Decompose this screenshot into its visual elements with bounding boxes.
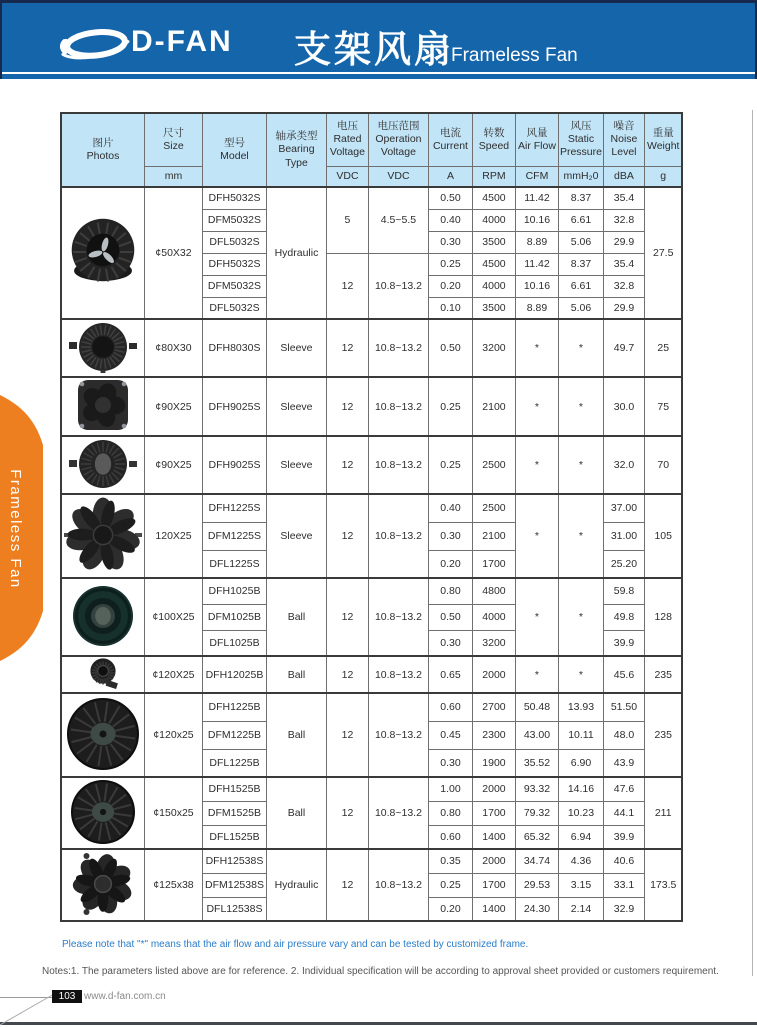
cell-rated-voltage: 12	[326, 319, 368, 377]
cell-current: 0.50	[428, 187, 472, 209]
cell-size: ¢50X32	[145, 187, 203, 319]
cell-airflow: 24.30	[515, 897, 558, 921]
cell-current: 0.20	[428, 550, 472, 578]
cell-airflow: *	[515, 319, 558, 377]
column-unit-10: dBA	[603, 166, 644, 187]
cell-current: 0.50	[428, 604, 472, 630]
column-header-en: Noise Level	[610, 133, 638, 159]
cell-airflow: *	[515, 578, 558, 656]
cell-airflow: 35.52	[515, 749, 558, 777]
cell-noise: 59.8	[603, 578, 644, 604]
cell-operation-voltage: 4.5~5.5	[368, 187, 428, 253]
cell-operation-voltage: 10.8~13.2	[368, 436, 428, 494]
cell-rated-voltage: 12	[326, 849, 368, 921]
cell-photo	[61, 777, 145, 849]
cell-size: ¢90X25	[145, 436, 203, 494]
cell-photo	[61, 377, 145, 436]
cell-current: 0.10	[428, 297, 472, 319]
cell-current: 0.45	[428, 721, 472, 749]
cell-speed: 1900	[472, 749, 515, 777]
d-fan-swoosh-logo	[56, 23, 134, 70]
cell-speed: 3500	[472, 231, 515, 253]
fan-photo-centrifugal-impeller	[67, 291, 139, 303]
cell-speed: 2000	[472, 849, 515, 873]
cell-noise: 39.9	[603, 825, 644, 849]
cell-speed: 2000	[472, 777, 515, 801]
cell-static-pressure: 2.14	[558, 897, 603, 921]
column-header-zh: 电压范围	[377, 120, 420, 133]
cell-model: DFH1225B	[203, 693, 267, 721]
cell-current: 0.30	[428, 231, 472, 253]
column-header-zh: 电流	[439, 126, 461, 139]
cell-current: 0.20	[428, 275, 472, 297]
cell-static-pressure: 5.06	[558, 231, 603, 253]
cell-current: 0.50	[428, 319, 472, 377]
side-tab-frameless-fan	[0, 393, 48, 665]
cell-speed: 1400	[472, 897, 515, 921]
column-header-zh: 型号	[223, 136, 245, 149]
cell-current: 0.25	[428, 253, 472, 275]
cell-rated-voltage: 12	[326, 693, 368, 777]
page-bottom-bar	[0, 1022, 757, 1025]
cell-photo	[61, 187, 145, 319]
cell-operation-voltage: 10.8~13.2	[368, 377, 428, 436]
column-header-zh: 电压	[336, 120, 358, 133]
cell-photo	[61, 319, 145, 377]
cell-noise: 35.4	[603, 253, 644, 275]
cell-model: DFH5032S	[203, 187, 267, 209]
cell-noise: 33.1	[603, 873, 644, 897]
side-tab-label: Frameless Fan	[7, 469, 24, 589]
column-header-7	[472, 113, 515, 166]
cell-airflow: 93.32	[515, 777, 558, 801]
cell-size: ¢80X30	[145, 319, 203, 377]
cell-airflow: 8.89	[515, 297, 558, 319]
cell-model: DFH1225S	[203, 494, 267, 522]
cell-airflow: 65.32	[515, 825, 558, 849]
column-header-zh: 转数	[483, 126, 505, 139]
cell-current: 0.60	[428, 825, 472, 849]
column-header-8	[515, 113, 558, 166]
cell-model: DFH9025S	[203, 436, 267, 494]
column-unit-7: RPM	[472, 166, 515, 187]
cell-noise: 32.8	[603, 209, 644, 231]
column-header-zh: 风压	[570, 120, 592, 133]
cell-noise: 29.9	[603, 231, 644, 253]
cell-noise: 51.50	[603, 693, 644, 721]
cell-speed: 2700	[472, 693, 515, 721]
column-header-0	[61, 113, 145, 187]
column-header-1	[145, 113, 203, 166]
cell-static-pressure: *	[558, 319, 603, 377]
fan-spec-table	[60, 112, 683, 922]
cell-speed: 2500	[472, 436, 515, 494]
column-header-9	[558, 113, 603, 166]
cell-static-pressure: 6.61	[558, 275, 603, 297]
fan-photo-multiblade-disc-120	[66, 764, 140, 776]
cell-speed: 3500	[472, 297, 515, 319]
cell-model: DFL1025B	[203, 630, 267, 656]
cell-rated-voltage: 12	[326, 777, 368, 849]
column-unit-6: A	[428, 166, 472, 187]
cell-operation-voltage: 10.8~13.2	[368, 693, 428, 777]
cell-size: ¢100X25	[145, 578, 203, 656]
cell-size: ¢125x38	[145, 849, 203, 921]
cell-operation-voltage: 10.8~13.2	[368, 253, 428, 319]
cell-static-pressure: 6.94	[558, 825, 603, 849]
cell-noise: 29.9	[603, 297, 644, 319]
cell-model: DFM1225S	[203, 522, 267, 550]
fan-photo-small-impeller-foot	[77, 680, 129, 692]
column-header-zh: 噪音	[613, 120, 635, 133]
cell-rated-voltage: 12	[326, 494, 368, 578]
cell-size: 120X25	[145, 494, 203, 578]
cell-size: ¢120x25	[145, 693, 203, 777]
cell-bearing: Hydraulic	[266, 849, 326, 921]
column-header-4	[326, 113, 368, 166]
cell-static-pressure: 14.16	[558, 777, 603, 801]
cell-model: DFH8030S	[203, 319, 267, 377]
cell-bearing: Sleeve	[266, 377, 326, 436]
cell-speed: 4000	[472, 604, 515, 630]
cell-static-pressure: *	[558, 656, 603, 693]
header-bar	[0, 0, 757, 79]
cell-noise: 48.0	[603, 721, 644, 749]
cell-rated-voltage: 12	[326, 578, 368, 656]
cell-current: 1.00	[428, 777, 472, 801]
cell-rated-voltage: 12	[326, 436, 368, 494]
cell-model: DFL1225B	[203, 749, 267, 777]
cell-noise: 32.8	[603, 275, 644, 297]
cell-speed: 2100	[472, 522, 515, 550]
fan-photo-swirl-blades	[71, 908, 135, 920]
cell-speed: 1700	[472, 873, 515, 897]
column-header-11	[644, 113, 682, 166]
cell-weight: 235	[644, 693, 682, 777]
cell-noise: 40.6	[603, 849, 644, 873]
cell-model: DFM1225B	[203, 721, 267, 749]
cell-size: ¢120X25	[145, 656, 203, 693]
cell-noise: 32.0	[603, 436, 644, 494]
column-header-zh: 图片	[92, 136, 114, 149]
cell-rated-voltage: 5	[326, 187, 368, 253]
cell-model: DFH1525B	[203, 777, 267, 801]
column-header-5	[368, 113, 428, 166]
cell-bearing: Ball	[266, 656, 326, 693]
cell-bearing: Ball	[266, 777, 326, 849]
cell-noise: 32.9	[603, 897, 644, 921]
cell-static-pressure: 10.11	[558, 721, 603, 749]
cell-size: ¢90X25	[145, 377, 203, 436]
cell-model: DFL1525B	[203, 825, 267, 849]
column-header-10	[603, 113, 644, 166]
column-unit-9: mmH₂0	[558, 166, 603, 187]
cell-operation-voltage: 10.8~13.2	[368, 578, 428, 656]
cell-speed: 2000	[472, 656, 515, 693]
star-footnote: Please note that "*" means that the air flow and air pressure vary and can be tested by customized frame.	[62, 939, 529, 950]
cell-photo	[61, 494, 145, 578]
cell-speed: 3200	[472, 319, 515, 377]
cell-operation-voltage: 10.8~13.2	[368, 849, 428, 921]
cell-model: DFM5032S	[203, 209, 267, 231]
cell-model: DFM1525B	[203, 801, 267, 825]
cell-weight: 25	[644, 319, 682, 377]
cell-weight: 75	[644, 377, 682, 436]
cell-static-pressure: 8.37	[558, 187, 603, 209]
column-header-6	[428, 113, 472, 166]
cell-noise: 45.6	[603, 656, 644, 693]
cell-current: 0.30	[428, 749, 472, 777]
fan-photo-star-blades	[64, 565, 142, 577]
cell-static-pressure: *	[558, 578, 603, 656]
column-header-2	[203, 113, 267, 187]
cell-photo	[61, 849, 145, 921]
cell-operation-voltage: 10.8~13.2	[368, 494, 428, 578]
corner-diagonal-line	[0, 992, 56, 1026]
cell-airflow: 29.53	[515, 873, 558, 897]
cell-speed: 2500	[472, 494, 515, 522]
cell-current: 0.40	[428, 494, 472, 522]
column-header-en: Photos	[86, 150, 120, 162]
cell-static-pressure: *	[558, 436, 603, 494]
cell-current: 0.40	[428, 209, 472, 231]
cell-current: 0.65	[428, 656, 472, 693]
column-unit-11: g	[644, 166, 682, 187]
cell-current: 0.30	[428, 630, 472, 656]
column-unit-4: VDC	[326, 166, 368, 187]
cell-airflow: 10.16	[515, 275, 558, 297]
cell-noise: 31.00	[603, 522, 644, 550]
cell-current: 0.20	[428, 897, 472, 921]
fan-photo-round-blower-oval-hub	[68, 481, 138, 493]
column-header-en: Current	[432, 139, 468, 152]
cell-weight: 235	[644, 656, 682, 693]
cell-noise: 49.7	[603, 319, 644, 377]
cell-noise: 47.6	[603, 777, 644, 801]
cell-noise: 37.00	[603, 494, 644, 522]
cell-current: 0.80	[428, 801, 472, 825]
cell-weight: 27.5	[644, 187, 682, 319]
cell-noise: 35.4	[603, 187, 644, 209]
cell-static-pressure: 6.61	[558, 209, 603, 231]
website-url: www.d-fan.com.cn	[84, 991, 166, 1002]
column-header-en: Bearing Type	[278, 143, 315, 169]
cell-rated-voltage: 12	[326, 377, 368, 436]
header-divider-line	[2, 72, 755, 74]
cell-rated-voltage: 12	[326, 253, 368, 319]
cell-speed: 3200	[472, 630, 515, 656]
column-header-en: Static Pressure	[559, 133, 602, 159]
cell-speed: 1700	[472, 801, 515, 825]
cell-model: DFM12538S	[203, 873, 267, 897]
cell-size: ¢150x25	[145, 777, 203, 849]
cell-static-pressure: *	[558, 494, 603, 578]
cell-current: 0.60	[428, 693, 472, 721]
brand-name: D-FAN	[131, 25, 233, 58]
cell-speed: 4000	[472, 209, 515, 231]
cell-model: DFH1025B	[203, 578, 267, 604]
cell-operation-voltage: 10.8~13.2	[368, 319, 428, 377]
cell-static-pressure: 8.37	[558, 253, 603, 275]
page-title-zh: 支架风扇	[294, 29, 454, 70]
cell-airflow: 11.42	[515, 253, 558, 275]
cell-speed: 4000	[472, 275, 515, 297]
cell-noise: 44.1	[603, 801, 644, 825]
cell-weight: 105	[644, 494, 682, 578]
cell-bearing: Hydraulic	[266, 187, 326, 319]
page-right-border-line	[752, 110, 753, 976]
column-header-3	[266, 113, 326, 187]
cell-airflow: 34.74	[515, 849, 558, 873]
cell-current: 0.80	[428, 578, 472, 604]
cell-static-pressure: 13.93	[558, 693, 603, 721]
cell-noise: 43.9	[603, 749, 644, 777]
cell-noise: 25.20	[603, 550, 644, 578]
cell-speed: 4800	[472, 578, 515, 604]
cell-current: 0.25	[428, 873, 472, 897]
cell-operation-voltage: 10.8~13.2	[368, 656, 428, 693]
cell-model: DFH12538S	[203, 849, 267, 873]
cell-airflow: 43.00	[515, 721, 558, 749]
cell-rated-voltage: 12	[326, 656, 368, 693]
cell-photo	[61, 436, 145, 494]
cell-airflow: 11.42	[515, 187, 558, 209]
fan-photo-multiblade-disc-150	[66, 836, 140, 848]
cell-noise: 30.0	[603, 377, 644, 436]
cell-static-pressure: 6.90	[558, 749, 603, 777]
cell-static-pressure: 3.15	[558, 873, 603, 897]
cell-noise: 39.9	[603, 630, 644, 656]
column-header-zh: 尺寸	[163, 126, 184, 139]
fan-photo-axial-frame	[73, 423, 133, 435]
cell-speed: 2300	[472, 721, 515, 749]
cell-airflow: *	[515, 377, 558, 436]
cell-speed: 4500	[472, 253, 515, 275]
cell-model: DFH5032S	[203, 253, 267, 275]
cell-static-pressure: 10.23	[558, 801, 603, 825]
cell-speed: 2100	[472, 377, 515, 436]
cell-static-pressure: 4.36	[558, 849, 603, 873]
cell-photo	[61, 578, 145, 656]
cell-airflow: 79.32	[515, 801, 558, 825]
cell-model: DFL1225S	[203, 550, 267, 578]
general-notes: Notes:1. The parameters listed above are for reference. 2. Individual specification will be according to approval sheet provided or customers requirement.	[42, 966, 719, 977]
cell-bearing: Ball	[266, 578, 326, 656]
cell-speed: 1400	[472, 825, 515, 849]
cell-photo	[61, 656, 145, 693]
column-header-en: Operation Voltage	[375, 133, 422, 159]
cell-static-pressure: 5.06	[558, 297, 603, 319]
page-number-badge: 103	[52, 990, 82, 1003]
column-unit-1: mm	[145, 166, 203, 187]
cell-airflow: *	[515, 436, 558, 494]
cell-speed: 4500	[472, 187, 515, 209]
cell-weight: 70	[644, 436, 682, 494]
cell-model: DFH12025B	[203, 656, 267, 693]
cell-model: DFH9025S	[203, 377, 267, 436]
column-header-zh: 轴承类型	[275, 130, 318, 143]
column-unit-5: VDC	[368, 166, 428, 187]
cell-model: DFL12538S	[203, 897, 267, 921]
cell-current: 0.25	[428, 436, 472, 494]
fan-photo-round-blower	[68, 364, 138, 376]
column-header-zh: 重量	[652, 126, 674, 139]
column-header-en: Speed	[478, 139, 510, 152]
cell-photo	[61, 693, 145, 777]
cell-airflow: *	[515, 656, 558, 693]
cell-current: 0.25	[428, 377, 472, 436]
column-header-en: Rated Voltage	[329, 133, 365, 159]
cell-model: DFM5032S	[203, 275, 267, 297]
column-unit-8: CFM	[515, 166, 558, 187]
cell-model: DFM1025B	[203, 604, 267, 630]
cell-bearing: Sleeve	[266, 494, 326, 578]
column-header-en: Size	[163, 139, 184, 152]
column-header-en: Model	[220, 150, 249, 162]
cell-operation-voltage: 10.8~13.2	[368, 777, 428, 849]
cell-model: DFL5032S	[203, 297, 267, 319]
cell-weight: 173.5	[644, 849, 682, 921]
fan-photo-teal-disc	[71, 642, 135, 654]
cell-airflow: 50.48	[515, 693, 558, 721]
column-header-en: Weight	[646, 139, 680, 152]
cell-model: DFL5032S	[203, 231, 267, 253]
cell-bearing: Ball	[266, 693, 326, 777]
cell-bearing: Sleeve	[266, 436, 326, 494]
cell-current: 0.30	[428, 522, 472, 550]
column-header-en: Air Flow	[517, 139, 556, 152]
cell-noise: 49.8	[603, 604, 644, 630]
cell-weight: 211	[644, 777, 682, 849]
cell-current: 0.35	[428, 849, 472, 873]
page-title-en: Frameless Fan	[451, 45, 578, 66]
cell-airflow: 8.89	[515, 231, 558, 253]
cell-weight: 128	[644, 578, 682, 656]
cell-speed: 1700	[472, 550, 515, 578]
cell-bearing: Sleeve	[266, 319, 326, 377]
cell-airflow: 10.16	[515, 209, 558, 231]
cell-static-pressure: *	[558, 377, 603, 436]
column-header-zh: 风量	[526, 126, 548, 139]
cell-airflow: *	[515, 494, 558, 578]
